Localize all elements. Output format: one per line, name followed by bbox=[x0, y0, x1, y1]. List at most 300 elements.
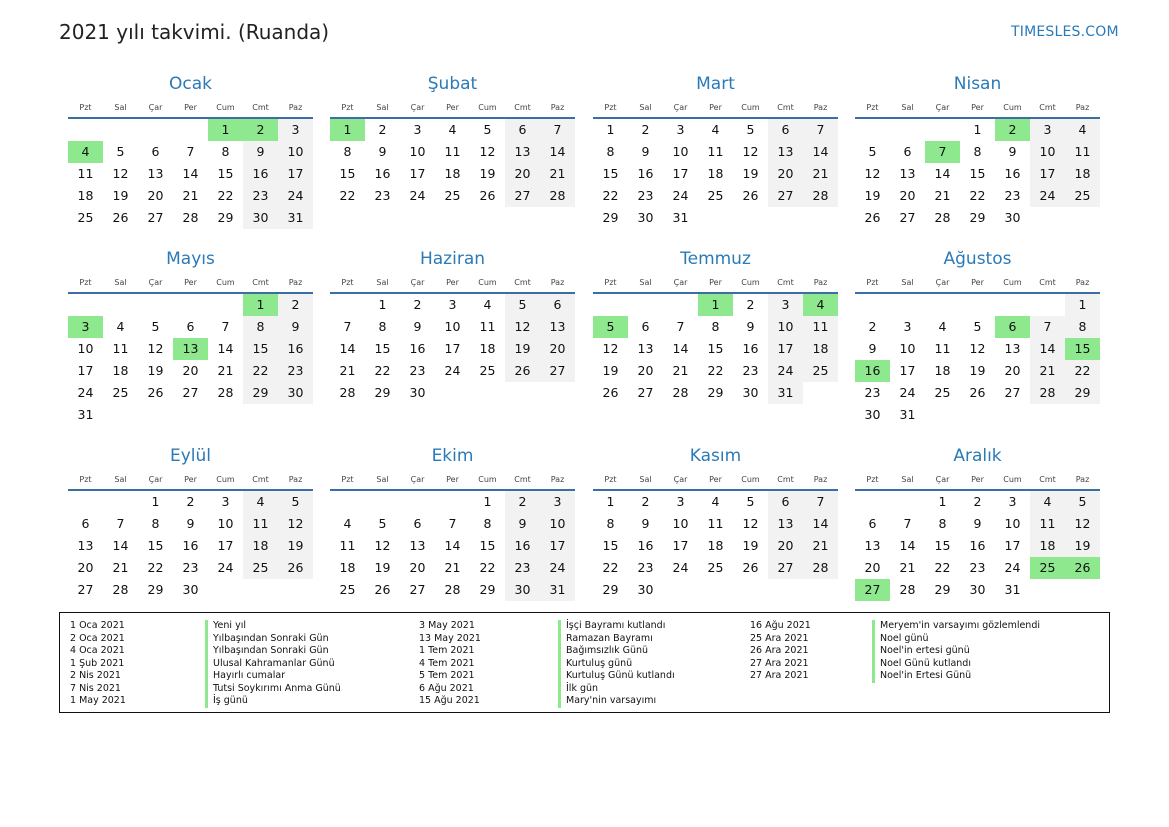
day-cell: 28 bbox=[182, 210, 199, 225]
day-cell: 6 bbox=[903, 144, 912, 159]
day-cell: 9 bbox=[868, 341, 877, 356]
day-cell: 22 bbox=[969, 188, 986, 203]
day-cell: 26 bbox=[1065, 557, 1100, 579]
day-cell: 19 bbox=[742, 166, 759, 181]
day-cell: 23 bbox=[742, 363, 759, 378]
legend-date-column bbox=[70, 620, 126, 708]
day-cell: 24 bbox=[217, 560, 234, 575]
day-cell: 27 bbox=[637, 385, 654, 400]
empty-cell bbox=[435, 382, 470, 404]
day-cell: 28 bbox=[217, 385, 234, 400]
empty-cell bbox=[330, 491, 365, 513]
weekday-header bbox=[855, 275, 1100, 291]
weekday-label: Per bbox=[709, 278, 722, 287]
day-cell: 1 bbox=[973, 122, 982, 137]
weekday-label: Sal bbox=[639, 475, 652, 484]
holiday-name: Yılbaşından Sonraki Gün bbox=[205, 645, 341, 658]
day-cell: 20 bbox=[77, 560, 94, 575]
weekday-label: Cum bbox=[478, 475, 497, 484]
holiday-date: 4 Tem 2021 bbox=[419, 657, 475, 669]
day-cell: 20 bbox=[505, 163, 540, 185]
weekday-label: Pzt bbox=[866, 278, 879, 287]
weekday-header bbox=[68, 100, 313, 116]
day-cell: 15 bbox=[602, 538, 619, 553]
day-cell: 1 bbox=[378, 297, 387, 312]
day-cell: 16 bbox=[855, 360, 890, 382]
day-grid bbox=[855, 294, 1100, 426]
legend-name-column bbox=[872, 620, 1040, 683]
day-cell: 20 bbox=[899, 188, 916, 203]
day-cell: 13 bbox=[1004, 341, 1021, 356]
day-cell: 7 bbox=[803, 491, 838, 513]
empty-cell bbox=[890, 119, 925, 141]
day-cell: 1 bbox=[938, 494, 947, 509]
month-block bbox=[855, 445, 1100, 601]
day-cell: 20 bbox=[637, 363, 654, 378]
day-cell: 16 bbox=[374, 166, 391, 181]
weekday-label: Sal bbox=[639, 278, 652, 287]
day-cell: 6 bbox=[505, 119, 540, 141]
brand-link[interactable]: TIMESLES.COM bbox=[1011, 24, 1119, 40]
day-cell: 20 bbox=[540, 338, 575, 360]
day-cell: 9 bbox=[378, 144, 387, 159]
day-cell: 21 bbox=[803, 163, 838, 185]
legend-date-column bbox=[419, 620, 481, 708]
month-block bbox=[68, 248, 313, 426]
weekday-label: Sal bbox=[114, 278, 127, 287]
day-cell: 10 bbox=[540, 513, 575, 535]
day-cell: 27 bbox=[899, 210, 916, 225]
day-cell: 21 bbox=[934, 188, 951, 203]
day-cell: 25 bbox=[707, 188, 724, 203]
month-name: Kasım bbox=[689, 446, 742, 466]
day-cell: 5 bbox=[746, 494, 755, 509]
day-cell: 5 bbox=[973, 319, 982, 334]
day-grid bbox=[68, 294, 313, 426]
day-cell: 4 bbox=[1030, 491, 1065, 513]
day-cell: 4 bbox=[343, 516, 352, 531]
day-cell: 18 bbox=[112, 363, 129, 378]
empty-cell bbox=[663, 294, 698, 316]
day-cell: 18 bbox=[707, 166, 724, 181]
day-cell: 21 bbox=[540, 163, 575, 185]
day-cell: 14 bbox=[803, 513, 838, 535]
day-cell: 26 bbox=[742, 188, 759, 203]
day-cell: 12 bbox=[742, 144, 759, 159]
day-cell: 3 bbox=[68, 316, 103, 338]
weekday-label: Cmt bbox=[1039, 475, 1056, 484]
day-cell: 3 bbox=[903, 319, 912, 334]
day-cell: 13 bbox=[899, 166, 916, 181]
day-cell: 23 bbox=[969, 560, 986, 575]
day-cell: 26 bbox=[864, 210, 881, 225]
empty-cell bbox=[803, 579, 838, 601]
day-cell: 24 bbox=[444, 363, 461, 378]
day-cell: 11 bbox=[444, 144, 461, 159]
weekday-label: Pzt bbox=[604, 278, 617, 287]
weekday-label: Cmt bbox=[1039, 278, 1056, 287]
weekday-header bbox=[330, 100, 575, 116]
day-cell: 7 bbox=[803, 119, 838, 141]
weekday-label: Per bbox=[184, 278, 197, 287]
day-cell: 14 bbox=[540, 141, 575, 163]
day-cell: 6 bbox=[186, 319, 195, 334]
day-cell: 26 bbox=[969, 385, 986, 400]
month-block bbox=[593, 248, 838, 404]
holiday-date: 2 Oca 2021 bbox=[70, 632, 125, 644]
day-cell: 1 bbox=[1065, 294, 1100, 316]
day-cell: 17 bbox=[899, 363, 916, 378]
day-cell: 26 bbox=[374, 582, 391, 597]
weekday-label: Per bbox=[446, 103, 459, 112]
empty-cell bbox=[733, 579, 768, 601]
day-cell: 27 bbox=[182, 385, 199, 400]
weekday-label: Per bbox=[971, 278, 984, 287]
empty-cell bbox=[103, 404, 138, 426]
day-cell: 14 bbox=[182, 166, 199, 181]
day-cell: 1 bbox=[698, 294, 733, 316]
weekday-label: Cum bbox=[216, 278, 235, 287]
month-block bbox=[330, 445, 575, 601]
day-cell: 29 bbox=[479, 582, 496, 597]
day-cell: 4 bbox=[448, 122, 457, 137]
holiday-date: 5 Tem 2021 bbox=[419, 670, 475, 681]
day-cell: 10 bbox=[1030, 141, 1065, 163]
day-cell: 8 bbox=[483, 516, 492, 531]
day-grid bbox=[330, 491, 575, 601]
day-cell: 8 bbox=[243, 316, 278, 338]
holiday-date: 1 Şub 2021 bbox=[70, 657, 125, 669]
holiday-date: 25 Ara 2021 bbox=[750, 632, 809, 644]
day-grid bbox=[330, 119, 575, 207]
day-cell: 28 bbox=[339, 385, 356, 400]
day-cell: 13 bbox=[505, 141, 540, 163]
weekday-label: Cmt bbox=[1039, 103, 1056, 112]
weekday-label: Per bbox=[971, 475, 984, 484]
weekday-label: Per bbox=[709, 475, 722, 484]
day-cell: 17 bbox=[409, 166, 426, 181]
day-cell: 13 bbox=[173, 338, 208, 360]
day-cell: 26 bbox=[505, 360, 540, 382]
day-cell: 1 bbox=[606, 494, 615, 509]
day-cell: 16 bbox=[243, 163, 278, 185]
day-cell: 3 bbox=[413, 122, 422, 137]
empty-cell bbox=[698, 207, 733, 229]
holiday-name: İlk gün bbox=[558, 683, 675, 696]
day-cell: 23 bbox=[182, 560, 199, 575]
weekday-label: Paz bbox=[813, 278, 828, 287]
month-block bbox=[593, 73, 838, 229]
day-cell: 31 bbox=[672, 210, 689, 225]
weekday-label: Pzt bbox=[341, 475, 354, 484]
empty-cell bbox=[855, 491, 890, 513]
weekday-label: Per bbox=[709, 103, 722, 112]
day-cell: 6 bbox=[768, 491, 803, 513]
empty-cell bbox=[103, 294, 138, 316]
holiday-date: 27 Ara 2021 bbox=[750, 670, 809, 681]
day-cell: 25 bbox=[444, 188, 461, 203]
month-name: Ağustos bbox=[943, 249, 1012, 269]
day-cell: 7 bbox=[925, 141, 960, 163]
holiday-name: Mary'nin varsayımı bbox=[558, 695, 675, 708]
day-cell: 22 bbox=[147, 560, 164, 575]
weekday-label: Paz bbox=[288, 278, 303, 287]
day-cell: 24 bbox=[899, 385, 916, 400]
day-cell: 14 bbox=[217, 341, 234, 356]
holiday-date: 4 Oca 2021 bbox=[70, 645, 125, 656]
holiday-name: İş günü bbox=[205, 695, 341, 708]
month-name: Aralık bbox=[953, 446, 1002, 466]
day-cell: 20 bbox=[409, 560, 426, 575]
day-cell: 3 bbox=[1008, 494, 1017, 509]
day-cell: 28 bbox=[899, 582, 916, 597]
day-cell: 16 bbox=[637, 166, 654, 181]
empty-cell bbox=[768, 579, 803, 601]
day-cell: 1 bbox=[483, 494, 492, 509]
day-cell: 19 bbox=[479, 166, 496, 181]
day-cell: 6 bbox=[540, 294, 575, 316]
day-cell: 9 bbox=[746, 319, 755, 334]
day-cell: 18 bbox=[1065, 163, 1100, 185]
day-cell: 2 bbox=[641, 494, 650, 509]
empty-cell bbox=[1030, 404, 1065, 426]
holiday-name: Noel Günü kutlandı bbox=[872, 658, 1040, 671]
holiday-date: 15 Ağu 2021 bbox=[419, 695, 480, 706]
day-cell: 19 bbox=[147, 363, 164, 378]
day-cell: 1 bbox=[151, 494, 160, 509]
day-cell: 25 bbox=[243, 557, 278, 579]
day-cell: 1 bbox=[330, 119, 365, 141]
day-cell: 15 bbox=[969, 166, 986, 181]
weekday-label: Çar bbox=[673, 278, 688, 287]
day-cell: 7 bbox=[676, 319, 685, 334]
weekday-header bbox=[593, 275, 838, 291]
day-cell: 30 bbox=[505, 579, 540, 601]
day-cell: 1 bbox=[208, 119, 243, 141]
weekday-label: Per bbox=[446, 278, 459, 287]
weekday-label: Sal bbox=[901, 103, 914, 112]
day-cell: 13 bbox=[864, 538, 881, 553]
day-cell: 18 bbox=[444, 166, 461, 181]
day-cell: 2 bbox=[641, 122, 650, 137]
day-cell: 20 bbox=[864, 560, 881, 575]
day-cell: 28 bbox=[444, 582, 461, 597]
day-cell: 3 bbox=[768, 294, 803, 316]
empty-cell bbox=[435, 491, 470, 513]
day-cell: 11 bbox=[934, 341, 951, 356]
day-cell: 14 bbox=[672, 341, 689, 356]
day-grid bbox=[855, 119, 1100, 229]
day-cell: 23 bbox=[409, 363, 426, 378]
day-cell: 21 bbox=[182, 188, 199, 203]
weekday-header bbox=[593, 100, 838, 116]
weekday-label: Cum bbox=[1003, 475, 1022, 484]
empty-cell bbox=[103, 119, 138, 141]
day-cell: 12 bbox=[1065, 513, 1100, 535]
holiday-name: Ulusal Kahramanlar Günü bbox=[205, 658, 341, 671]
day-cell: 10 bbox=[217, 516, 234, 531]
day-cell: 28 bbox=[672, 385, 689, 400]
day-cell: 27 bbox=[77, 582, 94, 597]
empty-cell bbox=[540, 382, 575, 404]
day-cell: 27 bbox=[147, 210, 164, 225]
day-cell: 2 bbox=[243, 119, 278, 141]
day-cell: 5 bbox=[378, 516, 387, 531]
holiday-date: 1 Tem 2021 bbox=[419, 645, 475, 656]
empty-cell bbox=[698, 579, 733, 601]
day-cell: 17 bbox=[1004, 538, 1021, 553]
day-cell: 7 bbox=[186, 144, 195, 159]
empty-cell bbox=[1065, 207, 1100, 229]
empty-cell bbox=[803, 382, 838, 404]
month-name: Temmuz bbox=[680, 249, 751, 269]
empty-cell bbox=[733, 207, 768, 229]
holiday-name: Yılbaşından Sonraki Gün bbox=[205, 633, 341, 646]
day-cell: 2 bbox=[995, 119, 1030, 141]
weekday-label: Cmt bbox=[777, 475, 794, 484]
empty-cell bbox=[995, 294, 1030, 316]
weekday-label: Çar bbox=[148, 475, 163, 484]
empty-cell bbox=[470, 382, 505, 404]
day-cell: 3 bbox=[676, 122, 685, 137]
legend-name-column bbox=[205, 620, 341, 708]
day-cell: 12 bbox=[278, 513, 313, 535]
legend-name-column bbox=[558, 620, 675, 708]
day-cell: 16 bbox=[969, 538, 986, 553]
day-cell: 12 bbox=[374, 538, 391, 553]
day-cell: 14 bbox=[934, 166, 951, 181]
day-cell: 22 bbox=[602, 188, 619, 203]
day-cell: 1 bbox=[606, 122, 615, 137]
day-cell: 1 bbox=[243, 294, 278, 316]
weekday-label: Sal bbox=[114, 103, 127, 112]
day-cell: 9 bbox=[186, 516, 195, 531]
day-cell: 7 bbox=[448, 516, 457, 531]
day-cell: 4 bbox=[803, 294, 838, 316]
page-title: 2021 yılı takvimi. (Ruanda) bbox=[59, 20, 330, 44]
day-cell: 22 bbox=[374, 363, 391, 378]
holiday-name: İşçi Bayramı kutlandı bbox=[558, 620, 675, 633]
empty-cell bbox=[1030, 294, 1065, 316]
weekday-label: Cum bbox=[216, 475, 235, 484]
day-cell: 21 bbox=[112, 560, 129, 575]
day-cell: 7 bbox=[540, 119, 575, 141]
day-cell: 22 bbox=[217, 188, 234, 203]
holiday-name: Tutsi Soykırımı Anma Günü bbox=[205, 683, 341, 696]
day-cell: 26 bbox=[742, 560, 759, 575]
holiday-date: 6 Ağu 2021 bbox=[419, 682, 474, 694]
day-cell: 8 bbox=[711, 319, 720, 334]
day-cell: 5 bbox=[505, 294, 540, 316]
day-cell: 28 bbox=[934, 210, 951, 225]
day-cell: 19 bbox=[278, 535, 313, 557]
empty-cell bbox=[68, 491, 103, 513]
empty-cell bbox=[1065, 579, 1100, 601]
empty-cell bbox=[855, 119, 890, 141]
empty-cell bbox=[1065, 404, 1100, 426]
day-cell: 2 bbox=[973, 494, 982, 509]
day-cell: 2 bbox=[413, 297, 422, 312]
day-cell: 19 bbox=[969, 363, 986, 378]
empty-cell bbox=[925, 119, 960, 141]
day-cell: 9 bbox=[243, 141, 278, 163]
day-cell: 14 bbox=[444, 538, 461, 553]
weekday-header bbox=[68, 472, 313, 488]
day-cell: 11 bbox=[77, 166, 94, 181]
weekday-label: Pzt bbox=[866, 103, 879, 112]
weekday-label: Paz bbox=[288, 475, 303, 484]
day-cell: 9 bbox=[641, 516, 650, 531]
day-cell: 15 bbox=[934, 538, 951, 553]
month-name: Şubat bbox=[427, 74, 478, 94]
day-cell: 30 bbox=[864, 407, 881, 422]
day-cell: 21 bbox=[217, 363, 234, 378]
day-cell: 29 bbox=[969, 210, 986, 225]
day-cell: 14 bbox=[1030, 338, 1065, 360]
empty-cell bbox=[890, 294, 925, 316]
day-cell: 10 bbox=[1004, 516, 1021, 531]
day-cell: 6 bbox=[995, 316, 1030, 338]
day-cell: 7 bbox=[903, 516, 912, 531]
holiday-date: 13 May 2021 bbox=[419, 632, 481, 644]
weekday-label: Çar bbox=[148, 278, 163, 287]
day-cell: 20 bbox=[1004, 363, 1021, 378]
weekday-label: Paz bbox=[813, 103, 828, 112]
day-cell: 15 bbox=[147, 538, 164, 553]
day-cell: 26 bbox=[602, 385, 619, 400]
day-cell: 5 bbox=[483, 122, 492, 137]
day-cell: 23 bbox=[1004, 188, 1021, 203]
day-cell: 30 bbox=[1004, 210, 1021, 225]
day-cell: 29 bbox=[243, 382, 278, 404]
day-cell: 10 bbox=[444, 319, 461, 334]
legend-date-column bbox=[750, 620, 811, 683]
day-cell: 24 bbox=[540, 557, 575, 579]
day-cell: 21 bbox=[899, 560, 916, 575]
day-cell: 23 bbox=[505, 557, 540, 579]
day-cell: 13 bbox=[77, 538, 94, 553]
day-cell: 3 bbox=[1030, 119, 1065, 141]
weekday-label: Cmt bbox=[514, 278, 531, 287]
day-cell: 10 bbox=[77, 341, 94, 356]
day-cell: 23 bbox=[278, 360, 313, 382]
day-cell: 18 bbox=[1030, 535, 1065, 557]
day-cell: 4 bbox=[711, 494, 720, 509]
day-cell: 10 bbox=[768, 316, 803, 338]
weekday-label: Pzt bbox=[79, 103, 92, 112]
day-cell: 15 bbox=[602, 166, 619, 181]
day-cell: 30 bbox=[742, 385, 759, 400]
day-cell: 26 bbox=[479, 188, 496, 203]
day-cell: 6 bbox=[868, 516, 877, 531]
day-cell: 9 bbox=[1008, 144, 1017, 159]
day-cell: 14 bbox=[899, 538, 916, 553]
day-cell: 30 bbox=[969, 582, 986, 597]
day-cell: 21 bbox=[444, 560, 461, 575]
day-cell: 11 bbox=[1030, 513, 1065, 535]
day-cell: 2 bbox=[868, 319, 877, 334]
weekday-label: Pzt bbox=[79, 475, 92, 484]
day-cell: 22 bbox=[243, 360, 278, 382]
day-cell: 22 bbox=[602, 560, 619, 575]
month-block bbox=[330, 248, 575, 404]
weekday-label: Sal bbox=[376, 103, 389, 112]
day-cell: 9 bbox=[413, 319, 422, 334]
day-cell: 24 bbox=[409, 188, 426, 203]
holiday-name: Ramazan Bayramı bbox=[558, 633, 675, 646]
day-cell: 2 bbox=[378, 122, 387, 137]
holiday-name: Meryem'in varsayımı gözlemlendi bbox=[872, 620, 1040, 633]
